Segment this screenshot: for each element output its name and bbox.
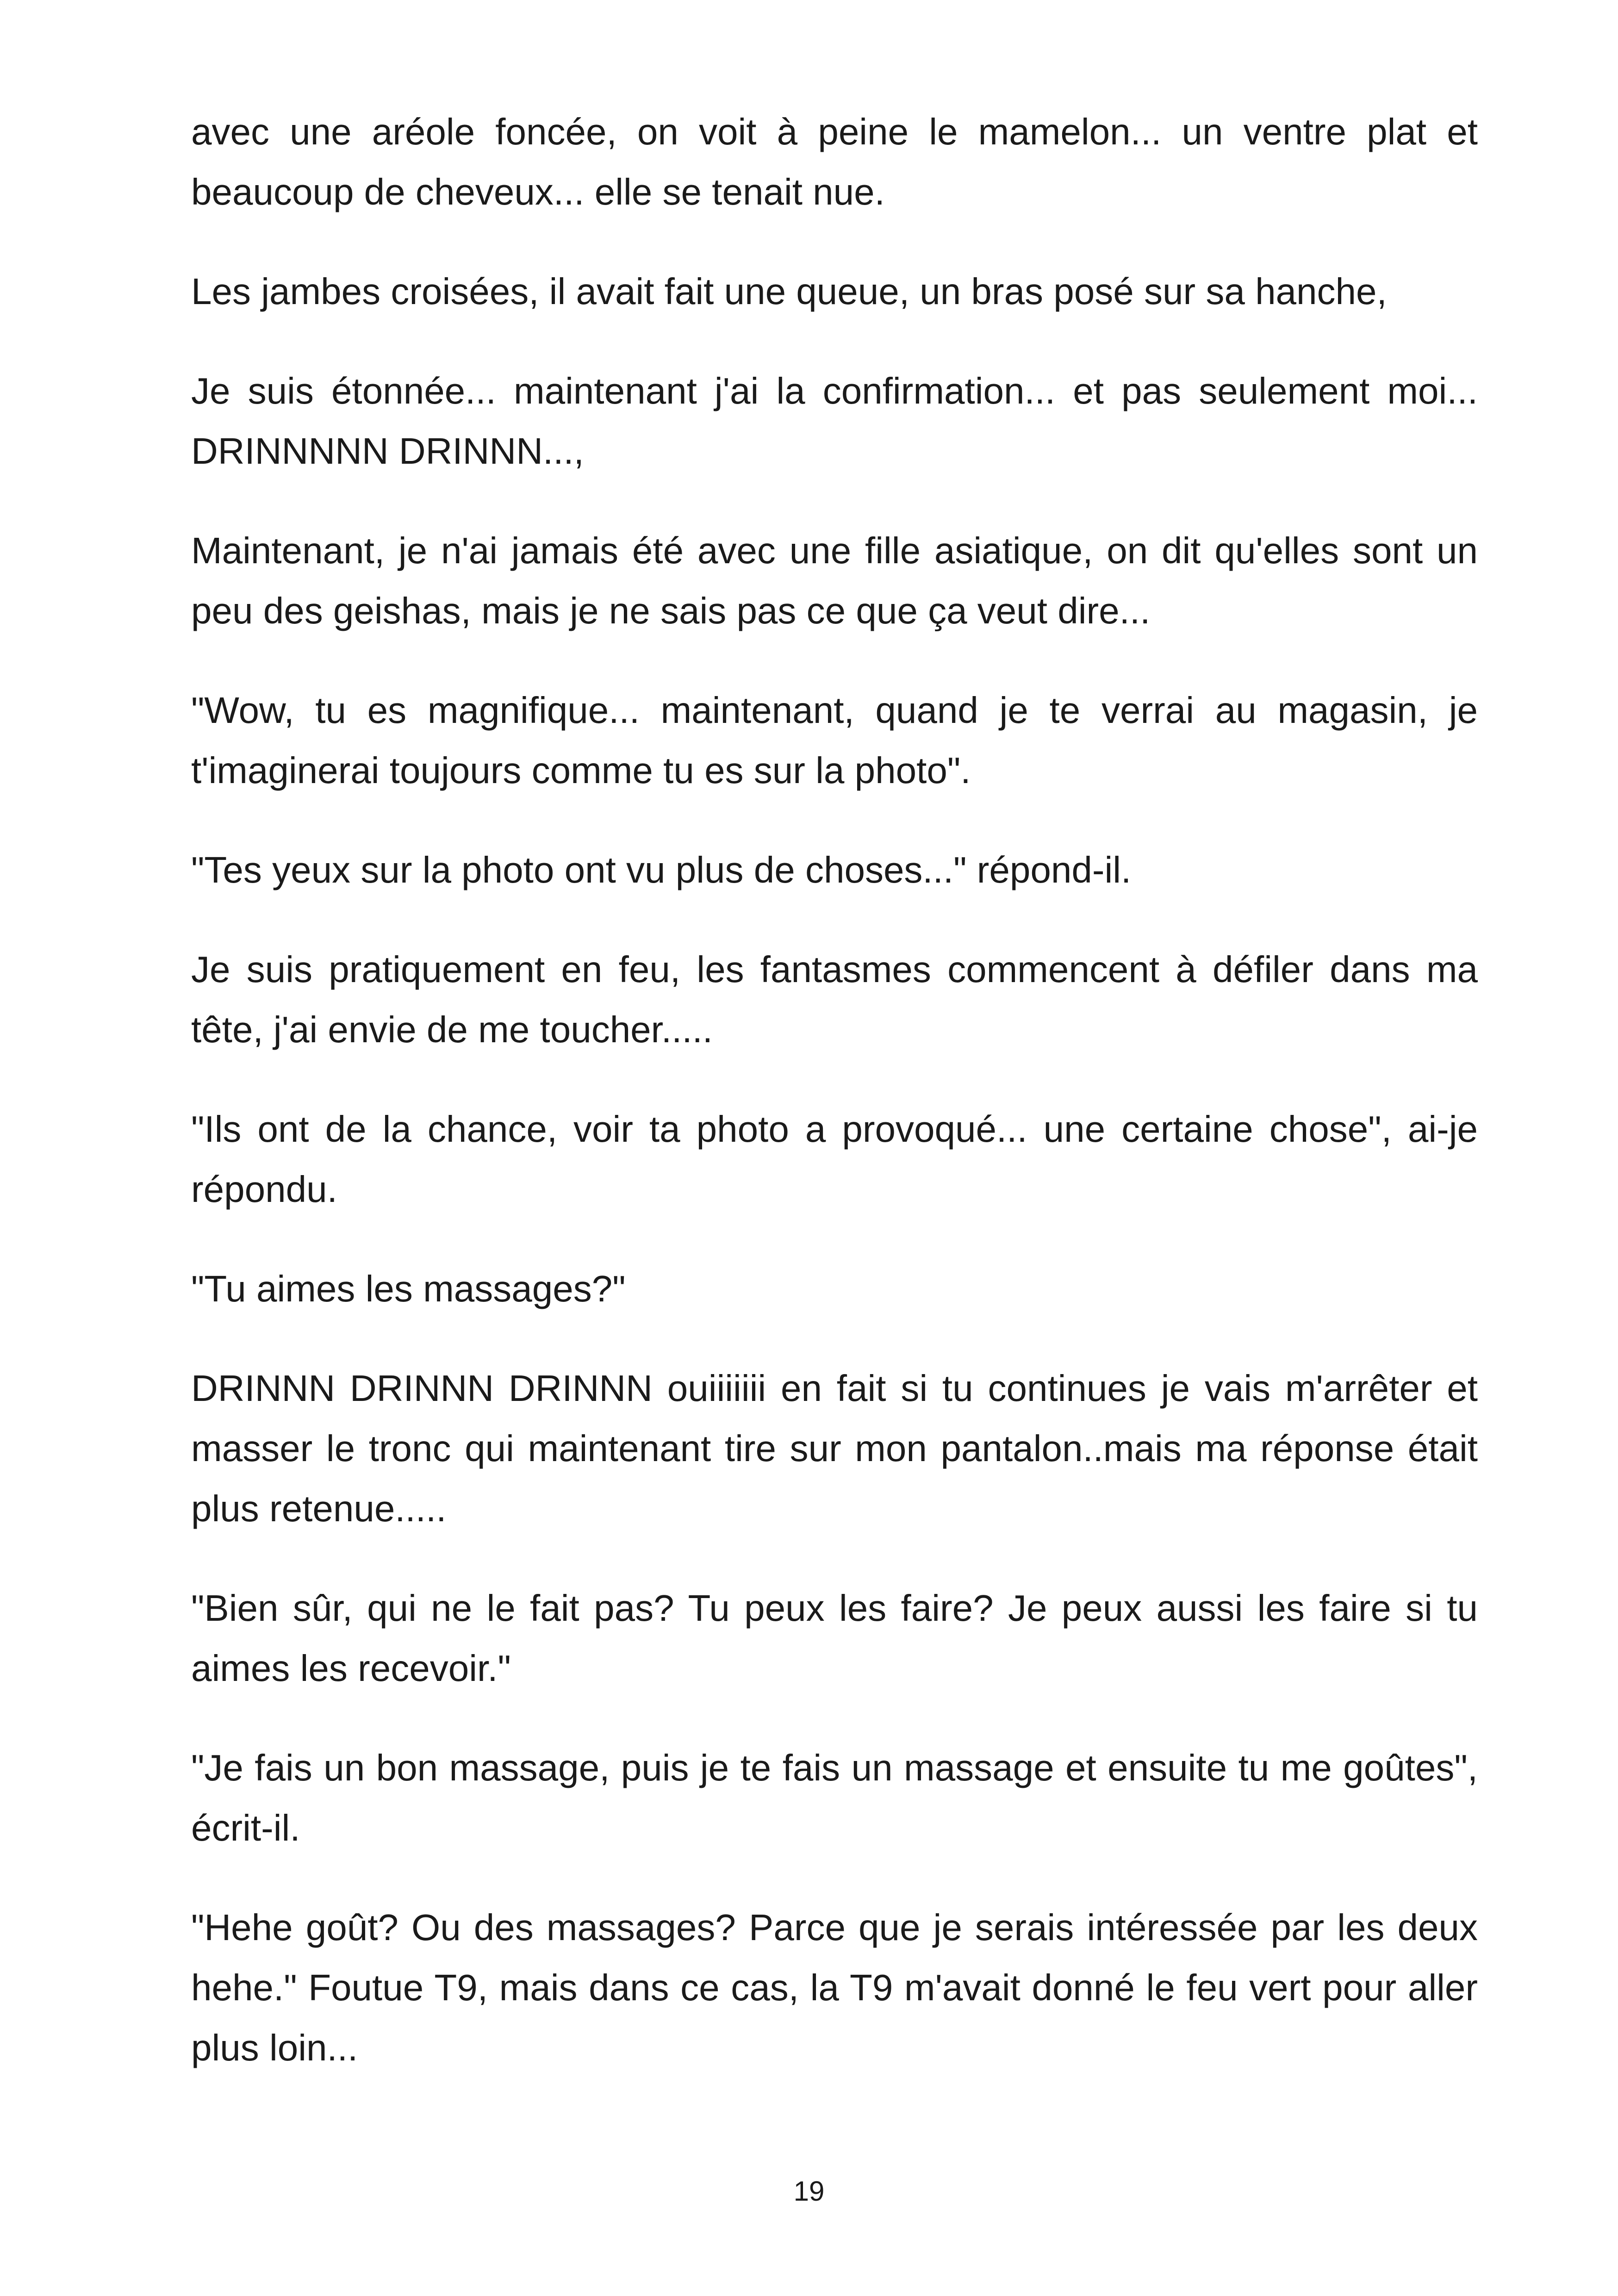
paragraph: DRINNN DRINNN DRINNN ouiiiiiii en fait si tu continues je vais m'arrêter et masser le tronc qui maintenant tire sur mon pantalon..mais ma réponse était plus retenue..... [191, 1368, 1478, 1529]
text-body [191, 102, 1478, 2117]
paragraph: "Bien sûr, qui ne le fait pas? Tu peux les faire? Je peux aussi les faire si tu aimes les recevoir." [191, 1587, 1478, 1689]
paragraph: Maintenant, je n'ai jamais été avec une fille asiatique, on dit qu'elles sont un peu des geishas, mais je ne sais pas ce que ça veut dire... [191, 530, 1478, 631]
paragraph: "Wow, tu es magnifique... maintenant, quand je te verrai au magasin, je t'imaginerai toujours comme tu es sur la photo". [191, 690, 1478, 791]
page-number: 19 [793, 2176, 825, 2207]
paragraph: "Tes yeux sur la photo ont vu plus de choses..." répond-il. [191, 849, 1132, 890]
paragraph: Je suis étonnée... maintenant j'ai la confirmation... et pas seulement moi... DRINNNNN DRINNN..., [191, 370, 1478, 472]
paragraph: "Je fais un bon massage, puis je te fais un massage et ensuite tu me goûtes", écrit-il. [191, 1747, 1478, 1848]
paragraph: "Tu aimes les massages?" [191, 1268, 626, 1309]
paragraph: avec une aréole foncée, on voit à peine le mamelon... un ventre plat et beaucoup de cheveux... elle se tenait nue. [191, 111, 1478, 212]
paragraph: "Hehe goût? Ou des massages? Parce que je serais intéressée par les deux hehe." Foutue T9, mais dans ce cas, la T9 m'avait donné le feu vert pour aller plus loin... [191, 1907, 1478, 2068]
paragraph: Je suis pratiquement en feu, les fantasmes commencent à défiler dans ma tête, j'ai envie de me toucher..... [191, 949, 1478, 1050]
paragraph: Les jambes croisées, il avait fait une queue, un bras posé sur sa hanche, [191, 271, 1387, 312]
paragraph: "Ils ont de la chance, voir ta photo a provoqué... une certaine chose", ai-je répondu. [191, 1108, 1478, 1210]
